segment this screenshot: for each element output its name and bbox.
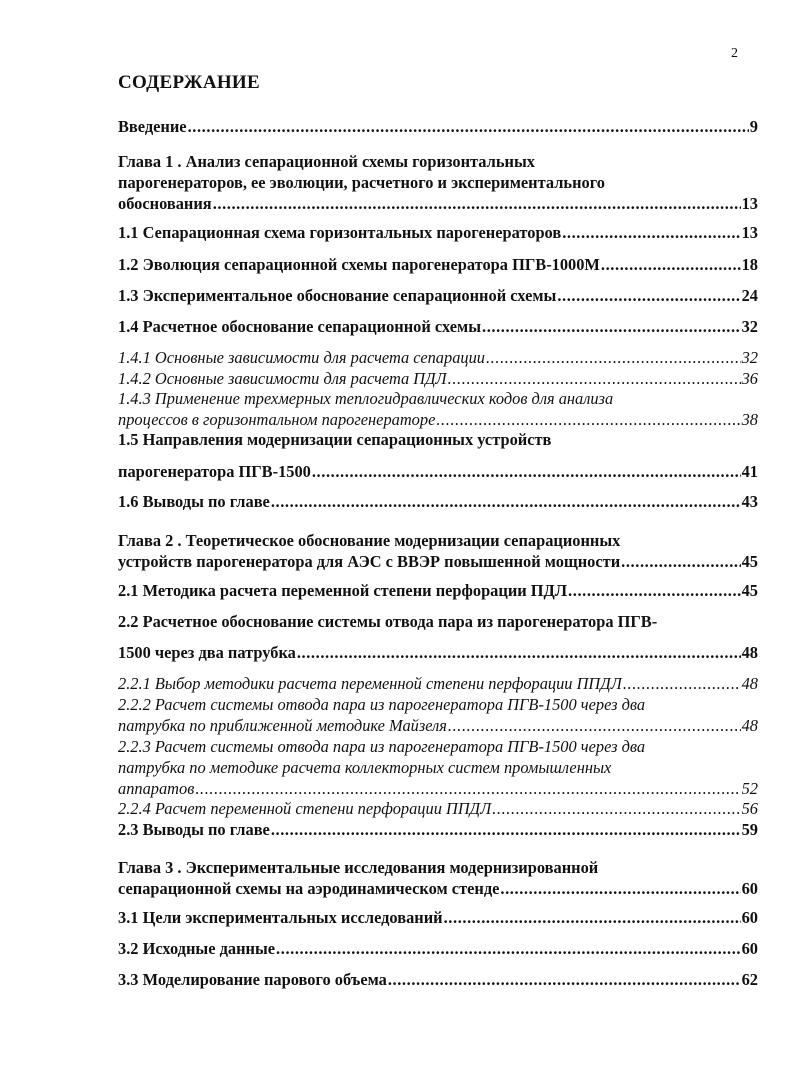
toc-entry-text: устройств парогенератора для АЭС с ВВЭР повышенной мощности (118, 552, 621, 571)
toc-entry-3-2[interactable] (118, 938, 758, 959)
toc-entry-1-1[interactable] (118, 222, 758, 243)
toc-entry-1-5[interactable] (118, 429, 758, 450)
toc-entry-text: парогенератора ПГВ-1500 (118, 462, 311, 481)
toc-entry-line: 1.4.3 Применение трехмерных теплогидравлических кодов для анализа (118, 389, 614, 408)
toc-page-number: 60 (741, 879, 758, 898)
page-number: 2 (731, 46, 738, 61)
toc-entry-text: обоснования (118, 194, 212, 213)
toc-entry-2-2-2[interactable] (118, 694, 758, 736)
toc-entry-text: 1.4.1 Основные зависимости для расчета сепарации (118, 348, 485, 367)
toc-entry-line: Глава 3 . Экспериментальные исследования модернизированной (118, 858, 599, 877)
toc-entry-text: 2.2.4 Расчет переменной степени перфорации ППДЛ (118, 799, 492, 818)
toc-leader-dots (388, 969, 741, 990)
toc-entry-text: 2.2.1 Выбор методики расчета переменной степени перфорации ППДЛ (118, 674, 622, 693)
toc-leader-dots (276, 938, 741, 959)
toc-entry-line: 1.5 Направления модернизации сепарационных устройств (118, 430, 552, 449)
toc-leader-dots (500, 878, 740, 899)
toc-leader-dots (623, 673, 741, 694)
toc-entry-1-5-continued[interactable] (118, 461, 758, 482)
toc-entry-text: аппаратов (118, 779, 195, 798)
toc-page-number: 41 (741, 462, 758, 481)
toc-leader-dots (557, 285, 740, 306)
toc-page-number: 43 (741, 492, 758, 511)
toc-leader-dots (601, 254, 741, 275)
toc-entry-text: 3.1 Цели экспериментальных исследований (118, 908, 443, 927)
toc-page-number: 48 (741, 643, 758, 662)
toc-entry-chapter-3[interactable] (118, 857, 758, 899)
toc-entry-chapter-1[interactable] (118, 151, 758, 214)
toc-leader-dots (436, 409, 740, 430)
toc-entry-text: 2.1 Методика расчета переменной степени перфорации ПДЛ (118, 581, 568, 600)
toc-page-number: 60 (741, 939, 758, 958)
toc-entry-text: 1.4.2 Основные зависимости для расчета ПДЛ (118, 369, 447, 388)
toc-leader-dots (195, 778, 740, 799)
toc-entry-2-2[interactable] (118, 611, 758, 632)
toc-entry-1-6[interactable] (118, 491, 758, 512)
toc-entry-text: 1.1 Сепарационная схема горизонтальных парогенераторов (118, 223, 562, 242)
toc-page-number: 60 (741, 908, 758, 927)
toc-leader-dots (444, 907, 741, 928)
toc-page-number: 24 (741, 286, 758, 305)
toc-leader-dots (448, 368, 741, 389)
toc-entry-text: 1.3 Экспериментальное обоснование сепарационной схемы (118, 286, 557, 305)
toc-leader-dots (271, 491, 741, 512)
toc-page-number: 52 (741, 779, 758, 798)
toc-page-number: 62 (741, 970, 758, 989)
toc-page-number: 32 (741, 348, 758, 367)
toc-page-number: 13 (741, 223, 758, 242)
toc-entry-1-4-3[interactable] (118, 388, 758, 430)
toc-entry-3-3[interactable] (118, 969, 758, 990)
toc-entry-line: 2.2.2 Расчет системы отвода пара из парогенератора ПГВ-1500 через два (118, 695, 646, 714)
toc-entry-introduction[interactable] (118, 116, 758, 137)
toc-entry-text: 1500 через два патрубка (118, 643, 296, 662)
toc-entry-line: Глава 2 . Теоретическое обоснование модернизации сепарационных (118, 531, 621, 550)
toc-entry-2-3[interactable] (118, 819, 758, 840)
toc-page-number: 48 (741, 674, 758, 693)
toc-entry-text: 2.3 Выводы по главе (118, 820, 270, 839)
toc-entry-1-2[interactable] (118, 254, 758, 275)
toc-leader-dots (621, 551, 740, 572)
toc-leader-dots (188, 116, 749, 137)
toc-entry-chapter-2[interactable] (118, 530, 758, 572)
toc-page-number: 45 (741, 552, 758, 571)
toc-entry-text: процессов в горизонтальном парогенераторе (118, 410, 436, 429)
toc-leader-dots (448, 715, 741, 736)
toc-leader-dots (312, 461, 741, 482)
toc-entry-text: 3.3 Моделирование парового объема (118, 970, 387, 989)
toc-page-number: 45 (741, 581, 758, 600)
toc-entry-2-2-3[interactable] (118, 736, 758, 799)
toc-entry-1-3[interactable] (118, 285, 758, 306)
toc-entry-text: патрубка по приближенной методике Майзеля (118, 716, 447, 735)
toc-entry-1-4-1[interactable] (118, 347, 758, 368)
toc-entry-text: 1.4 Расчетное обоснование сепарационной схемы (118, 317, 481, 336)
toc-page-number: 38 (741, 410, 758, 429)
toc-page-number: 9 (749, 117, 758, 136)
toc-entry-2-1[interactable] (118, 580, 758, 601)
toc-entry-line: 2.2 Расчетное обоснование системы отвода пара из парогенератора ПГВ- (118, 612, 658, 631)
toc-title: СОДЕРЖАНИЕ (118, 72, 260, 93)
toc-entry-line: патрубка по методике расчета коллекторных систем промышленных (118, 758, 612, 777)
toc-entry-text: 1.6 Выводы по главе (118, 492, 270, 511)
toc-entry-2-2-1[interactable] (118, 673, 758, 694)
toc-page-number: 56 (741, 799, 758, 818)
toc-leader-dots (568, 580, 741, 601)
toc-leader-dots (486, 347, 741, 368)
toc-entry-2-2-4[interactable] (118, 798, 758, 819)
toc-leader-dots (213, 193, 741, 214)
toc-page-number: 59 (741, 820, 758, 839)
toc-entry-line: парогенераторов, ее эволюции, расчетного и экспериментального (118, 173, 605, 192)
toc-page-number: 36 (741, 369, 758, 388)
toc-entry-line: 2.2.3 Расчет системы отвода пара из парогенератора ПГВ-1500 через два (118, 737, 646, 756)
toc-entry-line: Глава 1 . Анализ сепарационной схемы горизонтальных (118, 152, 535, 171)
toc-entry-text: сепарационной схемы на аэродинамическом стенде (118, 879, 500, 898)
toc-leader-dots (297, 642, 741, 663)
toc-page-number: 13 (741, 194, 758, 213)
toc-leader-dots (562, 222, 740, 243)
toc-entry-3-1[interactable] (118, 907, 758, 928)
toc-leader-dots (492, 798, 740, 819)
toc-entry-2-2-continued[interactable] (118, 642, 758, 663)
toc-entry-text: 3.2 Исходные данные (118, 939, 276, 958)
toc-entry-1-4[interactable] (118, 316, 758, 337)
toc-page-number: 48 (741, 716, 758, 735)
toc-entry-text: 1.2 Эволюция сепарационной схемы парогенератора ПГВ-1000М (118, 255, 600, 274)
toc-entry-1-4-2[interactable] (118, 368, 758, 389)
toc-entry-text: Введение (118, 117, 187, 136)
toc-page-number: 32 (741, 317, 758, 336)
toc-leader-dots (482, 316, 741, 337)
toc-leader-dots (271, 819, 741, 840)
toc-page-number: 18 (741, 255, 758, 274)
